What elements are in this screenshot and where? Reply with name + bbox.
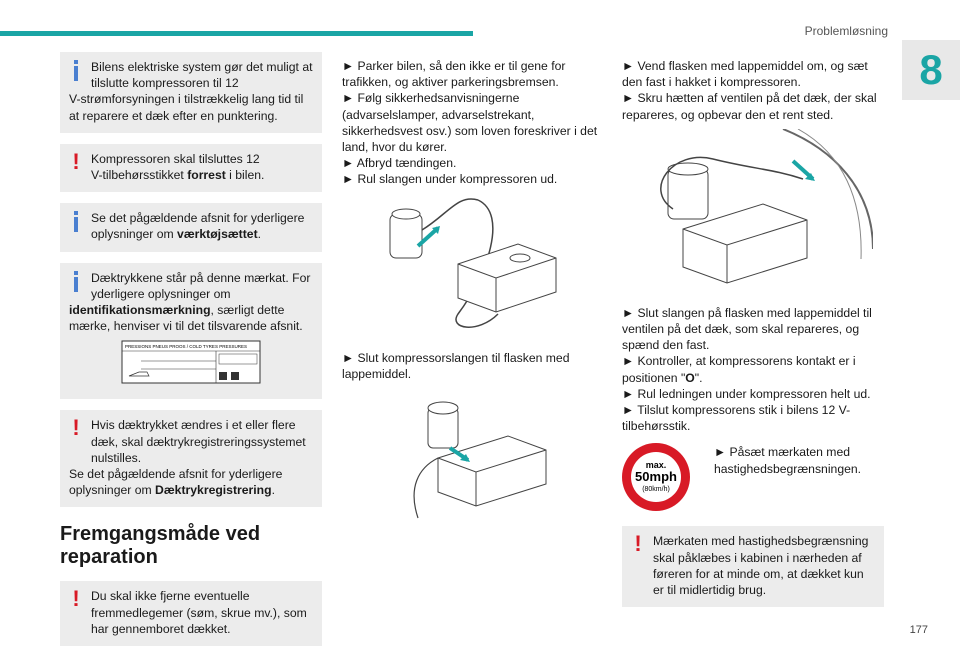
note-text-line xyxy=(69,210,313,242)
sticker-line3: (80km/h) xyxy=(642,486,670,494)
step-text: ► Rul slangen under kompressoren ud. xyxy=(342,172,558,187)
warning-note xyxy=(60,144,322,192)
sticker-line1: max. xyxy=(645,460,667,471)
step-text: ". xyxy=(694,370,703,385)
step-text: ► Kontroller, at kompressorens kontakt er i positionen " xyxy=(622,354,856,385)
note-text: Dæktrykkene står på denne mærkat. For yderligere oplysninger om xyxy=(91,270,311,301)
info-note xyxy=(60,52,322,133)
section-heading: Fremgangsmåde ved reparation xyxy=(60,523,261,569)
note-bold: identifikationsmærkning xyxy=(69,303,211,318)
chapter-number: 8 xyxy=(902,40,960,100)
note-text: V-strømforsyningen i tilstrækkelig lang tid til at reparere et dæk efter en punktering. xyxy=(69,92,304,123)
note-text-line xyxy=(69,303,303,333)
page-number: 177 xyxy=(909,624,928,636)
step-text: ► Påsæt mærkaten med hastighedsbegrænsningen. xyxy=(714,445,862,476)
info-icon xyxy=(70,271,82,292)
note-text-line xyxy=(69,466,313,498)
header-accent-bar xyxy=(0,31,473,36)
column-right xyxy=(622,58,884,618)
note-text: Hvis dæktrykket ændres i et eller flere dæk, skal dæktrykregistreringssystemet nulstilles. xyxy=(91,418,306,465)
speed-badge-row xyxy=(622,440,884,514)
section-title: Problemløsning xyxy=(804,24,888,38)
warning-note xyxy=(622,526,884,607)
step-bold: O xyxy=(685,370,695,385)
note-text: Se det pågældende afsnit for yderligere oplysninger om xyxy=(91,211,305,242)
compressor-bottle-illustration xyxy=(398,388,548,538)
note-text: . xyxy=(271,483,275,498)
speed-limit-sticker xyxy=(616,440,696,514)
warning-note xyxy=(60,410,322,507)
label-title: PRESSIONS PNEUS PROOS / COLD TYRES PRESSURES xyxy=(125,344,247,350)
step-text: ► Skru hætten af ventilen på det dæk, der skal repareres, og opbevar den et rent sted. xyxy=(622,91,877,122)
note-bold: Dæktrykregistrering xyxy=(155,483,272,498)
note-text: Se det pågældende afsnit for yderligere oplysninger om xyxy=(69,467,283,498)
sticker-line2: 50mph xyxy=(635,469,677,485)
column-left xyxy=(60,52,322,657)
tyre-pressure-label-image xyxy=(121,340,261,384)
warning-icon: ! xyxy=(72,415,80,441)
tyre-valve-illustration xyxy=(633,129,873,299)
info-icon xyxy=(70,211,82,232)
note-bold: forrest xyxy=(187,168,226,183)
note-text: , særligt dette mærke, henviser vi til det tilsvarende afsnit. xyxy=(69,303,303,334)
note-text: Bilens elektriske system gør det muligt at tilslutte kompressoren til 12 xyxy=(91,60,313,91)
warning-icon: ! xyxy=(72,586,80,612)
info-icon xyxy=(70,60,82,81)
step-text-line xyxy=(622,353,884,385)
note-text-line xyxy=(69,167,313,183)
step-text: ► Slut slangen på flasken med lappemiddel til ventilen på det dæk, som skal repareres, og spænd den fast. xyxy=(622,305,872,353)
step-text: ► Rul ledningen under kompressoren helt ud. xyxy=(622,386,871,401)
note-text: i bilen. xyxy=(225,168,265,183)
note-text: . xyxy=(257,227,262,242)
step-text: ► Vend flasken med lappemiddel om, og sæt den fast i hakket i kompressoren. xyxy=(622,59,868,90)
step-text: ► Afbryd tændingen. xyxy=(342,156,457,171)
step-text: ► Parker bilen, så den ikke er til gene for trafikken, og aktiver parkeringsbremsen. xyxy=(342,59,566,90)
compressor-hose-illustration xyxy=(388,194,558,344)
note-bold: værktøjsættet xyxy=(177,227,258,242)
note-text: Du skal ikke fjerne eventuelle fremmedlegemer (søm, skrue mv.), som har gennemboret dækket. xyxy=(91,589,307,636)
warning-icon: ! xyxy=(634,531,642,557)
warning-icon: ! xyxy=(72,148,80,174)
note-text: Mærkaten med hastighedsbegrænsning skal påklæbes i kabinen i nærheden af føreren for at minde om, at dækket kun er til midlertidig brug. xyxy=(653,534,869,598)
step-text: ► Følg sikkerhedsanvisningerne (advarselslamper, advarselstrekant, sikkerhedsvest osv.) som loven foreskriver i det land, hvor du kører. xyxy=(342,91,598,155)
info-note xyxy=(60,263,322,400)
note-text: Kompressoren skal tilsluttes 12 xyxy=(91,151,260,166)
column-middle xyxy=(342,58,604,544)
step-text: ► Slut kompressorslangen til flasken med lappemiddel. xyxy=(342,350,570,381)
info-note xyxy=(60,203,322,251)
note-text: V-tilbehørsstikket xyxy=(91,168,188,183)
step-text: ► Tilslut kompressorens stik i bilens 12 V-tilbehørsstik. xyxy=(622,403,851,434)
warning-note xyxy=(60,581,322,646)
